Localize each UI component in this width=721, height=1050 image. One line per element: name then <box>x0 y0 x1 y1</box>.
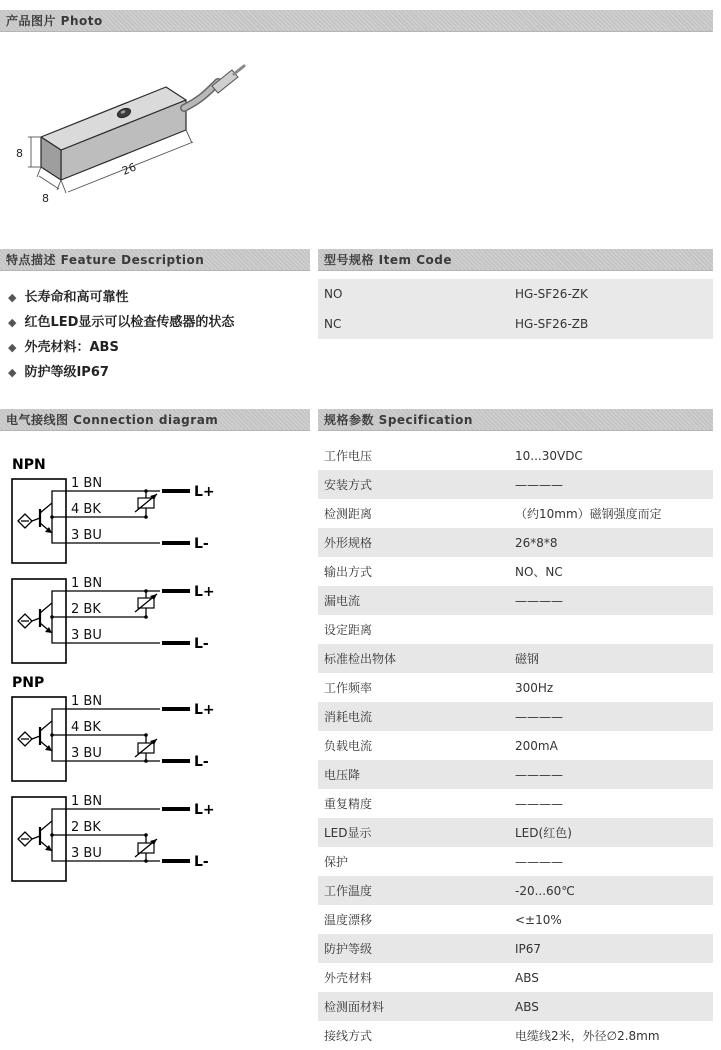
features-itemcode-row <box>0 249 713 409</box>
spec-label: 安装方式 <box>324 478 373 492</box>
cable-tip <box>234 66 244 74</box>
spec-row <box>318 615 713 644</box>
spec-label: 检测距离 <box>324 507 373 521</box>
specification-table <box>318 441 713 1050</box>
diamond-bullet-icon: ◆ <box>8 291 17 304</box>
wire-label-bu: 3 BU <box>71 746 102 761</box>
spec-value: ———— <box>515 709 563 724</box>
wiring-diagram-pnp-1 <box>10 693 220 785</box>
spec-row <box>318 557 713 586</box>
spec-label: 工作温度 <box>324 884 373 898</box>
spec-row <box>318 818 713 847</box>
item-code-type: NO <box>324 287 343 301</box>
wire-label-bn: 1 BN <box>71 694 103 709</box>
wire-label-bk: 4 BK <box>71 502 101 517</box>
spec-label: 输出方式 <box>324 565 373 579</box>
item-code-value: HG-SF26-ZK <box>515 287 588 301</box>
spec-label: 保护 <box>324 855 349 869</box>
dim-ext-line <box>37 167 41 177</box>
feature-item <box>8 310 310 335</box>
spec-value: 300Hz <box>515 680 554 695</box>
dim-height-label: 8 <box>16 147 23 160</box>
feature-text: 长寿命和高可靠性 <box>24 290 129 305</box>
spec-value: 200mA <box>515 738 558 753</box>
dim-ext-line <box>61 180 66 193</box>
connection-section-header <box>0 409 310 431</box>
terminal-minus-label: L- <box>194 754 209 770</box>
spec-value: ———— <box>515 477 563 492</box>
spec-row <box>318 441 713 470</box>
spec-value: ABS <box>515 999 539 1014</box>
itemcode-column <box>318 249 713 409</box>
wire-label-bn: 1 BN <box>71 794 103 809</box>
wiring-diagram-pnp-2 <box>10 793 220 885</box>
wire-label-bu: 3 BU <box>71 528 102 543</box>
wiring-diagram-npn-2 <box>10 575 220 667</box>
feature-item <box>8 335 310 360</box>
spec-label: 漏电流 <box>324 594 361 608</box>
connection-section-title: 电气接线图 Connection diagram <box>6 413 219 427</box>
item-code-type: NC <box>324 317 342 331</box>
spec-value: NO、NC <box>515 565 563 579</box>
pnp-label: PNP <box>12 675 45 691</box>
diamond-bullet-icon: ◆ <box>8 341 17 354</box>
spec-value: ABS <box>515 970 539 985</box>
spec-value: LED(红色) <box>515 826 572 840</box>
spec-row <box>318 731 713 760</box>
terminal-plus-label: L+ <box>194 484 215 500</box>
features-column <box>0 249 310 409</box>
spec-label: LED显示 <box>324 826 372 840</box>
spec-value: 26*8*8 <box>515 535 558 550</box>
terminal-minus-label: L- <box>194 536 209 552</box>
dim-depth-label: 8 <box>42 192 49 205</box>
terminal-plus-label: L+ <box>194 702 215 718</box>
feature-text: 防护等级IP67 <box>24 365 109 380</box>
spec-value: -20...60℃ <box>515 883 575 898</box>
wire-label-bk: 2 BK <box>71 602 101 617</box>
photo-section-title: 产品图片 Photo <box>6 14 103 28</box>
spec-label: 电压降 <box>324 768 361 782</box>
spec-value: 磁钢 <box>515 652 540 666</box>
dim-line-depth <box>39 176 59 189</box>
npn-label: NPN <box>12 457 46 473</box>
terminal-minus-label: L- <box>194 854 209 870</box>
connection-column <box>0 409 310 1050</box>
spec-value: ———— <box>515 854 563 869</box>
spec-label: 外形规格 <box>324 536 373 550</box>
feature-item <box>8 360 310 385</box>
spec-row <box>318 528 713 557</box>
diamond-bullet-icon: ◆ <box>8 316 17 329</box>
diamond-bullet-icon: ◆ <box>8 366 17 379</box>
wire-label-bn: 1 BN <box>71 576 103 591</box>
spec-value: IP67 <box>515 941 542 956</box>
spec-label: 工作电压 <box>324 449 373 463</box>
terminal-minus-label: L- <box>194 636 209 652</box>
wire-label-bn: 1 BN <box>71 476 103 491</box>
terminal-plus-label: L+ <box>194 584 215 600</box>
dim-ext-line <box>186 130 192 143</box>
connection-spec-row <box>0 409 713 1050</box>
spec-label: 工作频率 <box>324 681 373 695</box>
spec-row <box>318 470 713 499</box>
spec-label: 重复精度 <box>324 797 373 811</box>
feature-list <box>0 271 310 385</box>
spec-row <box>318 876 713 905</box>
spec-row <box>318 673 713 702</box>
spec-row <box>318 1021 713 1050</box>
item-code-row <box>318 279 713 309</box>
spec-row <box>318 847 713 876</box>
item-code-value: HG-SF26-ZB <box>515 317 589 331</box>
wire-label-bu: 3 BU <box>71 628 102 643</box>
spec-label: 防护等级 <box>324 942 373 956</box>
spec-row <box>318 702 713 731</box>
photo-section-header <box>0 10 713 32</box>
spec-row <box>318 644 713 673</box>
dim-length-label: 26 <box>120 160 139 178</box>
spec-label: 消耗电流 <box>324 710 373 724</box>
spec-row <box>318 789 713 818</box>
spec-value: ———— <box>515 796 563 811</box>
spec-value: 10...30VDC <box>515 448 583 463</box>
spec-value: <±10% <box>515 912 562 927</box>
spec-label: 接线方式 <box>324 1029 373 1043</box>
specification-column <box>318 409 713 1050</box>
spec-label: 标准检出物体 <box>324 652 397 666</box>
product-photo-area <box>0 42 713 247</box>
itemcode-section-header <box>318 249 713 271</box>
spec-row <box>318 992 713 1021</box>
spec-row <box>318 963 713 992</box>
spec-label: 负载电流 <box>324 739 373 753</box>
feature-text: 红色LED显示可以检查传感器的状态 <box>24 315 235 330</box>
spec-row <box>318 905 713 934</box>
spec-label: 设定距离 <box>324 623 373 637</box>
spec-row <box>318 760 713 789</box>
features-section-title: 特点描述 Feature Description <box>6 253 205 267</box>
spec-label: 检测面材料 <box>324 1000 385 1014</box>
product-image <box>6 42 266 237</box>
terminal-plus-label: L+ <box>194 802 215 818</box>
features-section-header <box>0 249 310 271</box>
item-code-table <box>318 279 713 339</box>
spec-value: （约10mm）磁钢强度而定 <box>515 507 662 521</box>
spec-value: ———— <box>515 593 563 608</box>
wire-label-bu: 3 BU <box>71 846 102 861</box>
itemcode-section-title: 型号规格 Item Code <box>324 253 452 267</box>
feature-item <box>8 285 310 310</box>
item-code-row <box>318 309 713 339</box>
spec-value: 电缆线2米，外径∅2.8mm <box>515 1029 660 1043</box>
spec-row <box>318 934 713 963</box>
spec-row <box>318 586 713 615</box>
feature-text: 外壳材料：ABS <box>24 340 119 355</box>
specification-section-title: 规格参数 Specification <box>324 413 473 427</box>
spec-label: 外壳材料 <box>324 971 373 985</box>
wire-label-bk: 2 BK <box>71 820 101 835</box>
spec-label: 温度漂移 <box>324 913 373 927</box>
wiring-diagram-npn-1 <box>10 475 220 567</box>
wire-label-bk: 4 BK <box>71 720 101 735</box>
spec-value: ———— <box>515 767 563 782</box>
spec-row <box>318 499 713 528</box>
specification-section-header <box>318 409 713 431</box>
